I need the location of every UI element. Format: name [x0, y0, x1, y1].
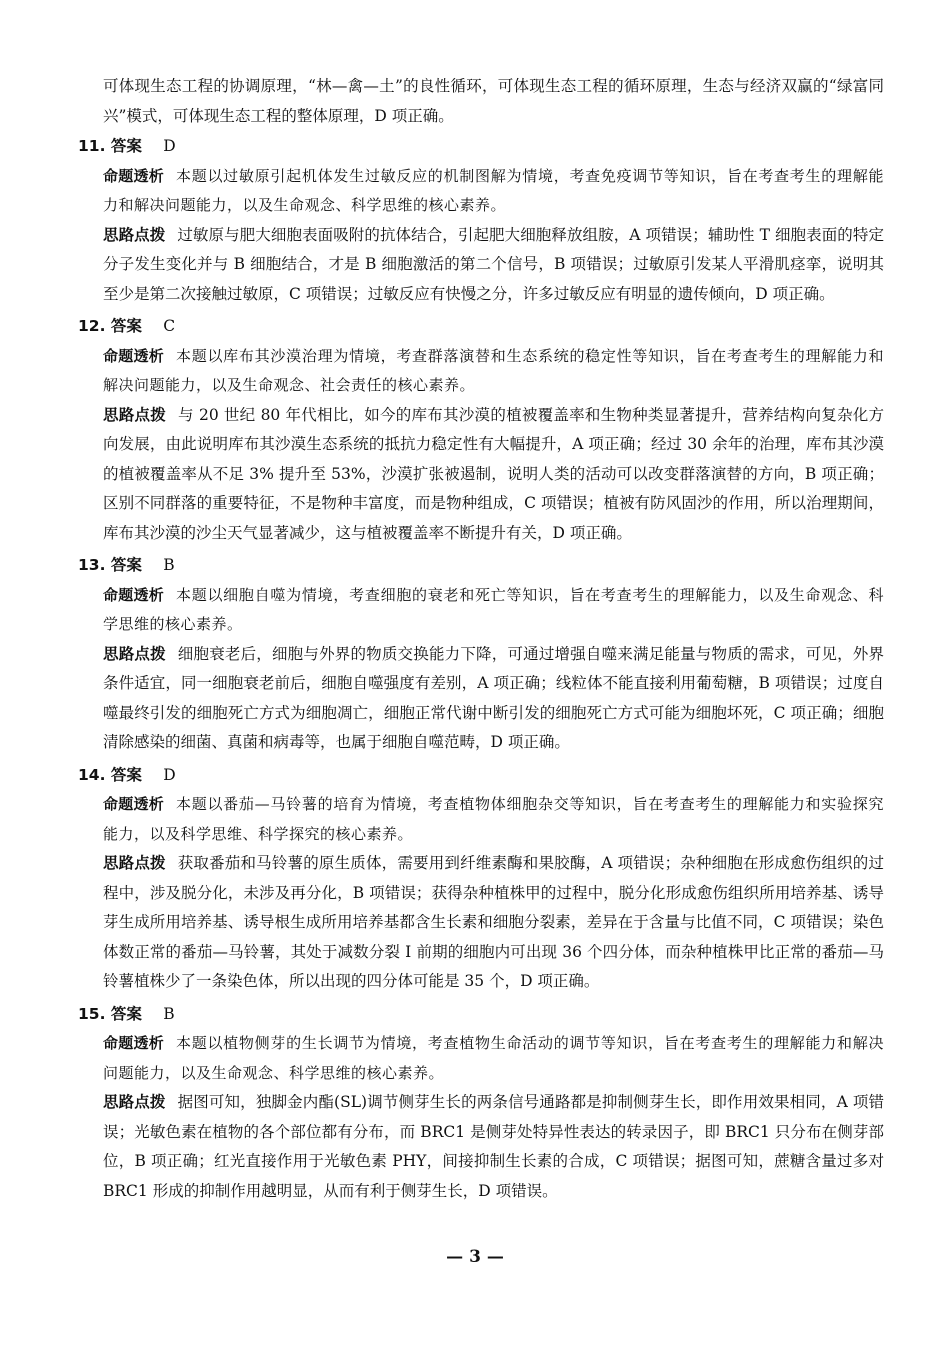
analysis-text: 本题以库布其沙漠治理为情境，考查群落演替和生态系统的稳定性等知识，旨在考查考生的理解能力和解决问题能力，以及生命观念、社会责任的核心素养。: [103, 346, 884, 394]
analysis-block: [103, 790, 884, 849]
question-15: [78, 999, 884, 1207]
analysis-text: 本题以植物侧芽的生长调节为情境，考查植物生命活动的调节等知识，旨在考查考生的理解能力和解决问题能力，以及生命观念、科学思维的核心素养。: [103, 1034, 884, 1082]
question-header: [78, 131, 884, 162]
hint-label: 思路点拨: [103, 854, 166, 872]
question-11: [78, 131, 884, 309]
question-header: [78, 760, 884, 791]
analysis-block: [103, 162, 884, 221]
answer-value: B: [163, 1004, 175, 1023]
question-header: [78, 550, 884, 581]
analysis-text: 本题以过敏原引起机体发生过敏反应的机制图解为情境，考查免疫调节等知识，旨在考查考生的理解能力和解决问题能力，以及生命观念、科学思维的核心素养。: [103, 166, 884, 214]
question-number: 13.: [78, 556, 106, 574]
answer-label: 答案: [110, 556, 142, 574]
question-number: 11.: [78, 137, 106, 155]
answer-label: 答案: [110, 137, 142, 155]
hint-block: [103, 401, 884, 549]
question-12: [78, 311, 884, 548]
hint-label: 思路点拨: [103, 405, 167, 424]
analysis-text: 本题以细胞自噬为情境，考查细胞的衰老和死亡等知识，旨在考查考生的理解能力，以及生命观念、科学思维的核心素养。: [103, 585, 884, 633]
question-header: [78, 999, 884, 1030]
answer-value: D: [163, 765, 176, 784]
analysis-label: 命题透析: [103, 1034, 164, 1052]
analysis-label: 命题透析: [103, 346, 164, 365]
hint-text: 过敏原与肥大细胞表面吸附的抗体结合，引起肥大细胞释放组胺，A 项错误；辅助性 T 细胞表面的特定分子发生变化并与 B 细胞结合，才是 B 细胞激活的第二个信号，B 项错误；过敏原引发某人平滑肌痉挛，说明其至少是第二次接触过敏原，C 项错误；过敏反应有快慢之分，许多过敏反应有明显的遗传倾向，D 项正确。: [103, 225, 884, 303]
analysis-block: [103, 581, 884, 640]
analysis-label: 命题透析: [103, 795, 164, 813]
answer-value: D: [163, 137, 176, 155]
hint-block: [103, 221, 884, 310]
hint-block: [103, 1088, 884, 1206]
answer-value: C: [163, 317, 176, 335]
hint-text: 与 20 世纪 80 年代相比，如今的库布其沙漠的植被覆盖率和生物种类显著提升，营养结构向复杂化方向发展，由此说明库布其沙漠生态系统的抵抗力稳定性有大幅提升，A 项正确；经过 30 余年的治理，库布其沙漠的植被覆盖率从不足 3% 提升至 53%，沙漠扩张被遏制，说明人类的活动可以改变群落演替的方向，B 项正确；区别不同群落的重要特征，不是物种丰富度，而是物种组成，C 项错误；植被有防风固沙的作用，所以治理期间，库布其沙漠的沙尘天气显著减少，这与植被覆盖率不断提升有关，D 项正确。: [103, 405, 884, 542]
hint-label: 思路点拨: [103, 1093, 166, 1111]
answer-label: 答案: [110, 765, 142, 784]
hint-text: 据图可知，独脚金内酯(SL)调节侧芽生长的两条信号通路都是抑制侧芽生长，即作用效果相同，A 项错误；光敏色素在植物的各个部位都有分布，而 BRC1 是侧芽处特异性表达的转录因子，即 BRC1 只分布在侧芽部位，B 项正确；红光直接作用于光敏色素 PHY，间接抑制生长素的合成，C 项错误；据图可知，蔗糖含量过多对 BRC1 形成的抑制作用越明显，从而有利于侧芽生长，D 项错误。: [103, 1093, 884, 1200]
hint-block: [103, 640, 884, 758]
analysis-text: 本题以番茄—马铃薯的培育为情境，考查植物体细胞杂交等知识，旨在考查考生的理解能力和实验探究能力，以及科学思维、科学探究的核心素养。: [103, 795, 884, 843]
analysis-block: [103, 1029, 884, 1088]
hint-text: 获取番茄和马铃薯的原生质体，需要用到纤维素酶和果胶酶，A 项错误；杂种细胞在形成愈伤组织的过程中，涉及脱分化，未涉及再分化，B 项错误；获得杂种植株甲的过程中，脱分化形成愈伤组织所用培养基、诱导芽生成所用培养基、诱导根生成所用培养基都含生长素和细胞分裂素，差异在于含量与比值不同，C 项错误；染色体数正常的番茄—马铃薯，其处于减数分裂 Ⅰ 前期的细胞内可出现 36 个四分体，而杂种植株甲比正常的番茄—马铃薯植株少了一条染色体，所以出现的四分体可能是 35 个，D 项正确。: [103, 854, 884, 990]
hint-label: 思路点拨: [103, 644, 166, 663]
hint-label: 思路点拨: [103, 225, 166, 244]
intro-paragraph: 可体现生态工程的协调原理，“林—禽—土”的良性循环，可体现生态工程的循环原理，生态与经济双赢的“绿富同兴”模式，可体现生态工程的整体原理，D 项正确。: [103, 77, 884, 125]
analysis-label: 命题透析: [103, 166, 164, 185]
answer-label: 答案: [110, 1004, 142, 1023]
analysis-label: 命题透析: [103, 585, 164, 604]
question-13: [78, 550, 884, 758]
question-header: [78, 311, 884, 342]
hint-block: [103, 849, 884, 997]
question-14: [78, 760, 884, 997]
page-number: — 3 —: [446, 1247, 504, 1267]
question-number: 15.: [78, 1004, 106, 1023]
question-number: 12.: [78, 317, 106, 335]
answer-label: 答案: [110, 317, 142, 335]
hint-text: 细胞衰老后，细胞与外界的物质交换能力下降，可通过增强自噬来满足能量与物质的需求，可见，外界条件适宜，同一细胞衰老前后，细胞自噬强度有差别，A 项正确；线粒体不能直接利用葡萄糖，B 项错误；过度自噬最终引发的细胞死亡方式为细胞凋亡，细胞正常代谢中断引发的细胞死亡方式可能为细胞坏死，C 项正确；细胞清除感染的细菌、真菌和病毒等，也属于细胞自噬范畴，D 项正确。: [103, 644, 884, 751]
page-content: [78, 72, 884, 1208]
answer-value: B: [163, 556, 175, 574]
question-number: 14.: [78, 765, 106, 784]
analysis-block: [103, 342, 884, 401]
